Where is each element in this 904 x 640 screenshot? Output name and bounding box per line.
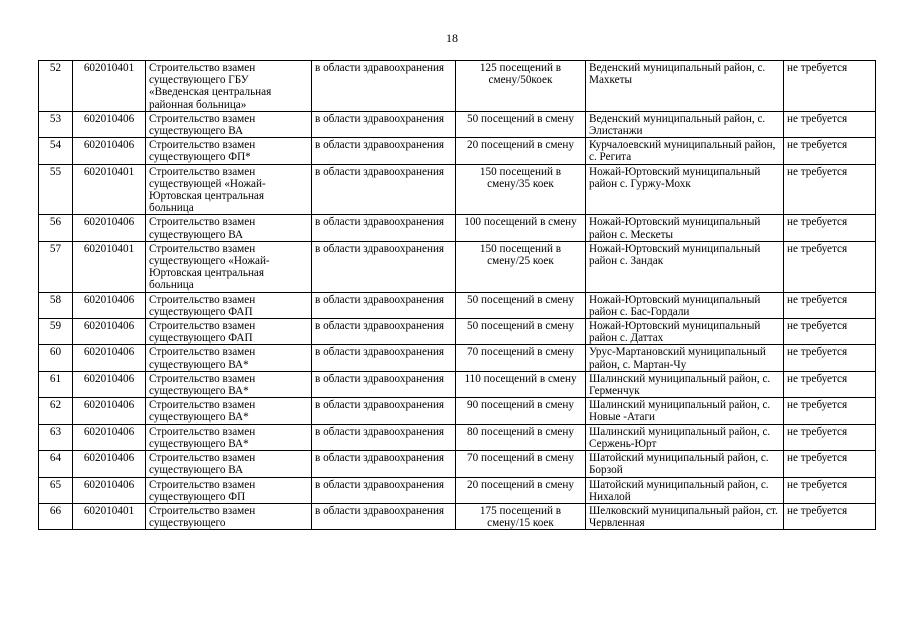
row-requirement: не требуется bbox=[784, 164, 876, 215]
row-number: 59 bbox=[39, 319, 73, 345]
row-location: Шалинский муниципальный район, с. Сержень-Юрт bbox=[586, 424, 784, 450]
row-number: 53 bbox=[39, 111, 73, 137]
row-object-name: Строительство взамен существующей «Ножай-Юртовская центральная больница bbox=[146, 164, 312, 215]
row-area: в области здравоохранения bbox=[312, 451, 456, 477]
row-location: Шалинский муниципальный район, с. Новые -Атаги bbox=[586, 398, 784, 424]
row-location: Шатойский муниципальный район, с. Борзой bbox=[586, 451, 784, 477]
row-area: в области здравоохранения bbox=[312, 477, 456, 503]
row-requirement: не требуется bbox=[784, 371, 876, 397]
row-capacity: 50 посещений в смену bbox=[456, 111, 586, 137]
row-location: Ножай-Юртовский муниципальный район с. Мескеты bbox=[586, 215, 784, 241]
row-capacity: 150 посещений в смену/35 коек bbox=[456, 164, 586, 215]
row-requirement: не требуется bbox=[784, 477, 876, 503]
row-area: в области здравоохранения bbox=[312, 371, 456, 397]
row-capacity: 80 посещений в смену bbox=[456, 424, 586, 450]
row-capacity: 125 посещений в смену/50коек bbox=[456, 61, 586, 112]
row-code: 602010406 bbox=[73, 111, 146, 137]
row-requirement: не требуется bbox=[784, 292, 876, 318]
row-location: Шелковский муниципальный район, ст. Червленная bbox=[586, 503, 784, 529]
facilities-table bbox=[38, 60, 876, 530]
row-requirement: не требуется bbox=[784, 503, 876, 529]
row-object-name: Строительство взамен существующего ФП* bbox=[146, 138, 312, 164]
table-row bbox=[39, 503, 876, 529]
row-capacity: 175 посещений в смену/15 коек bbox=[456, 503, 586, 529]
row-object-name: Строительство взамен существующего ВА* bbox=[146, 398, 312, 424]
row-requirement: не требуется bbox=[784, 398, 876, 424]
row-number: 66 bbox=[39, 503, 73, 529]
row-area: в области здравоохранения bbox=[312, 111, 456, 137]
row-number: 56 bbox=[39, 215, 73, 241]
row-code: 602010401 bbox=[73, 503, 146, 529]
row-number: 60 bbox=[39, 345, 73, 371]
table-row bbox=[39, 61, 876, 112]
row-capacity: 110 посещений в смену bbox=[456, 371, 586, 397]
row-location: Ножай-Юртовский муниципальный район с. Зандак bbox=[586, 241, 784, 292]
row-capacity: 150 посещений в смену/25 коек bbox=[456, 241, 586, 292]
row-object-name: Строительство взамен существующего ФАП bbox=[146, 292, 312, 318]
row-object-name: Строительство взамен существующего «Ножай-Юртовская центральная больница bbox=[146, 241, 312, 292]
table-row bbox=[39, 398, 876, 424]
row-area: в области здравоохранения bbox=[312, 215, 456, 241]
table-row bbox=[39, 138, 876, 164]
row-object-name: Строительство взамен существующего ФП bbox=[146, 477, 312, 503]
row-requirement: не требуется bbox=[784, 138, 876, 164]
row-capacity: 50 посещений в смену bbox=[456, 319, 586, 345]
row-code: 602010406 bbox=[73, 319, 146, 345]
row-object-name: Строительство взамен существующего ВА bbox=[146, 451, 312, 477]
row-area: в области здравоохранения bbox=[312, 61, 456, 112]
row-requirement: не требуется bbox=[784, 241, 876, 292]
row-object-name: Строительство взамен существующего ВА bbox=[146, 111, 312, 137]
row-code: 602010401 bbox=[73, 61, 146, 112]
row-number: 62 bbox=[39, 398, 73, 424]
row-capacity: 90 посещений в смену bbox=[456, 398, 586, 424]
row-capacity: 20 посещений в смену bbox=[456, 477, 586, 503]
row-code: 602010406 bbox=[73, 138, 146, 164]
table-row bbox=[39, 319, 876, 345]
row-object-name: Строительство взамен существующего ФАП bbox=[146, 319, 312, 345]
table-row bbox=[39, 215, 876, 241]
table-row bbox=[39, 451, 876, 477]
table-row bbox=[39, 424, 876, 450]
row-area: в области здравоохранения bbox=[312, 319, 456, 345]
row-code: 602010406 bbox=[73, 451, 146, 477]
row-area: в области здравоохранения bbox=[312, 164, 456, 215]
row-object-name: Строительство взамен существующего ВА bbox=[146, 215, 312, 241]
row-number: 52 bbox=[39, 61, 73, 112]
table-row bbox=[39, 164, 876, 215]
row-location: Урус-Мартановский муниципальный район, с. Мартан-Чу bbox=[586, 345, 784, 371]
row-code: 602010406 bbox=[73, 345, 146, 371]
row-requirement: не требуется bbox=[784, 345, 876, 371]
row-location: Ножай-Юртовский муниципальный район с. Даттах bbox=[586, 319, 784, 345]
page-number: 18 bbox=[446, 31, 458, 45]
row-code: 602010401 bbox=[73, 164, 146, 215]
row-number: 57 bbox=[39, 241, 73, 292]
row-location: Шалинский муниципальный район, с. Герменчук bbox=[586, 371, 784, 397]
table-row bbox=[39, 241, 876, 292]
row-code: 602010406 bbox=[73, 292, 146, 318]
row-area: в области здравоохранения bbox=[312, 345, 456, 371]
row-requirement: не требуется bbox=[784, 61, 876, 112]
row-location: Ножай-Юртовский муниципальный район с. Бас-Гордали bbox=[586, 292, 784, 318]
row-number: 64 bbox=[39, 451, 73, 477]
row-number: 65 bbox=[39, 477, 73, 503]
row-code: 602010406 bbox=[73, 215, 146, 241]
row-location: Ножай-Юртовский муниципальный район с. Гуржу-Мохк bbox=[586, 164, 784, 215]
row-object-name: Строительство взамен существующего bbox=[146, 503, 312, 529]
table-row bbox=[39, 292, 876, 318]
row-object-name: Строительство взамен существующего ВА* bbox=[146, 345, 312, 371]
row-capacity: 50 посещений в смену bbox=[456, 292, 586, 318]
row-capacity: 70 посещений в смену bbox=[456, 451, 586, 477]
row-requirement: не требуется bbox=[784, 451, 876, 477]
row-area: в области здравоохранения bbox=[312, 398, 456, 424]
row-code: 602010406 bbox=[73, 371, 146, 397]
table-row bbox=[39, 345, 876, 371]
row-area: в области здравоохранения bbox=[312, 292, 456, 318]
table-row bbox=[39, 371, 876, 397]
row-number: 61 bbox=[39, 371, 73, 397]
row-area: в области здравоохранения bbox=[312, 241, 456, 292]
table-row bbox=[39, 111, 876, 137]
row-requirement: не требуется bbox=[784, 424, 876, 450]
row-object-name: Строительство взамен существующего ВА* bbox=[146, 371, 312, 397]
row-area: в области здравоохранения bbox=[312, 503, 456, 529]
row-code: 602010401 bbox=[73, 241, 146, 292]
row-location: Курчалоевский муниципальный район, с. Регита bbox=[586, 138, 784, 164]
row-code: 602010406 bbox=[73, 398, 146, 424]
row-code: 602010406 bbox=[73, 477, 146, 503]
row-number: 58 bbox=[39, 292, 73, 318]
row-capacity: 100 посещений в смену bbox=[456, 215, 586, 241]
row-requirement: не требуется bbox=[784, 215, 876, 241]
row-code: 602010406 bbox=[73, 424, 146, 450]
row-location: Шатойский муниципальный район, с. Нихалой bbox=[586, 477, 784, 503]
row-object-name: Строительство взамен существующего ВА* bbox=[146, 424, 312, 450]
table-row bbox=[39, 477, 876, 503]
row-capacity: 70 посещений в смену bbox=[456, 345, 586, 371]
row-location: Веденский муниципальный район, с. Элистанжи bbox=[586, 111, 784, 137]
row-number: 63 bbox=[39, 424, 73, 450]
row-area: в области здравоохранения bbox=[312, 138, 456, 164]
row-object-name: Строительство взамен существующего ГБУ «Введенская центральная районная больница» bbox=[146, 61, 312, 112]
row-capacity: 20 посещений в смену bbox=[456, 138, 586, 164]
row-requirement: не требуется bbox=[784, 111, 876, 137]
row-number: 55 bbox=[39, 164, 73, 215]
row-area: в области здравоохранения bbox=[312, 424, 456, 450]
row-location: Веденский муниципальный район, с. Махкеты bbox=[586, 61, 784, 112]
row-requirement: не требуется bbox=[784, 319, 876, 345]
row-number: 54 bbox=[39, 138, 73, 164]
